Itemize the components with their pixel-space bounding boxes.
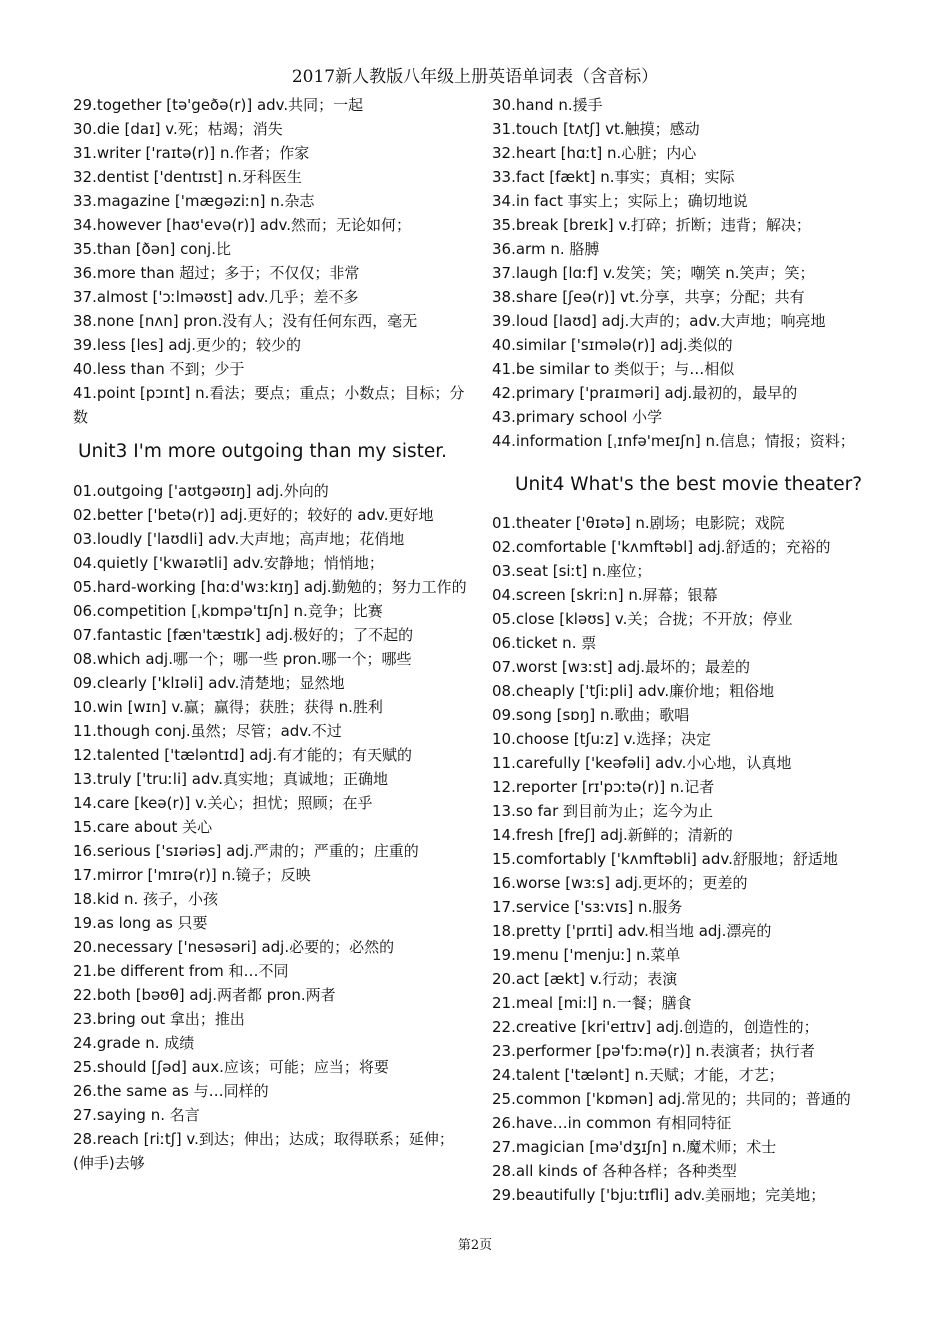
word-entry: 24.talent ['tælənt] n.天赋；才能，才艺； [492, 1066, 784, 1084]
word-entry: 39.less [les] adj.更少的；较少的 [73, 336, 301, 354]
word-entry: 18.pretty ['prɪti] adv.相当地 adj.漂亮的 [492, 922, 772, 940]
word-entry: 40.similar ['sɪmələ(r)] adj.类似的 [492, 336, 733, 354]
word-entry: 15.care about 关心 [73, 818, 213, 836]
word-entry: 27.saying n. 名言 [73, 1106, 200, 1124]
right-column [492, 93, 892, 1207]
word-entry: 04.screen [skriːn] n.屏幕；银幕 [492, 586, 718, 604]
word-entry: 35.than [ðən] conj.比 [73, 240, 231, 258]
word-entry: 19.as long as 只要 [73, 914, 208, 932]
word-entry: 06.ticket n. 票 [492, 634, 597, 652]
word-entry: 26.have…in common 有相同特征 [492, 1114, 732, 1132]
word-entry: 10.choose [tʃuːz] v.选择；决定 [492, 730, 712, 748]
word-entry: 17.service ['sɜːvɪs] n.服务 [492, 898, 683, 916]
word-entry: 01.outgoing ['aʊtgəʊɪŋ] adj.外向的 [73, 482, 329, 500]
word-entry: 13.truly ['truːli] adv.真实地；真诚地；正确地 [73, 770, 388, 788]
word-entry: 07.fantastic [fæn'tæstɪk] adj.极好的；了不起的 [73, 626, 414, 644]
word-entry: 10.win [wɪn] v.赢；赢得；获胜；获得 n.胜利 [73, 698, 383, 716]
word-entry: 35.break [breɪk] v.打碎；折断；违背；解决； [492, 216, 811, 234]
word-entry: 42.primary ['praɪməri] adj.最初的，最早的 [492, 384, 798, 402]
word-entry: 02.comfortable ['kʌmftəbl] adj.舒适的；充裕的 [492, 538, 831, 556]
left-column [73, 93, 468, 1175]
word-entry: 28.reach [riːtʃ] v.到达；伸出；达成；取得联系；延伸；(伸手)去够 [73, 1130, 454, 1172]
word-entry: 37.almost ['ɔːlməʊst] adv.几乎；差不多 [73, 288, 359, 306]
word-entry: 32.heart [hɑːt] n.心脏；内心 [492, 144, 697, 162]
word-entry: 38.share [ʃeə(r)] vt.分享，共享；分配；共有 [492, 288, 805, 306]
unit4-heading: Unit4 What's the best movie theater? [515, 474, 863, 495]
word-entry: 36.more than 超过；多于；不仅仅；非常 [73, 264, 360, 282]
word-entry: 01.theater ['θɪətə] n.剧场；电影院；戏院 [492, 514, 785, 532]
word-entry: 21.meal [miːl] n.一餐；膳食 [492, 994, 692, 1012]
word-entry: 33.magazine ['mægəziːn] n.杂志 [73, 192, 315, 210]
word-entry: 18.kid n. 孩子，小孩 [73, 890, 219, 908]
word-entry: 27.magician [mə'dʒɪʃn] n.魔术师；术士 [492, 1138, 777, 1156]
word-entry: 25.common ['kɒmən] adj.常见的；共同的；普通的 [492, 1090, 851, 1108]
word-entry: 41.point [pɔɪnt] n.看法；要点；重点；小数点；目标；分数 [73, 384, 465, 426]
word-entry: 28.all kinds of 各种各样；各种类型 [492, 1162, 737, 1180]
word-entry: 14.fresh [freʃ] adj.新鲜的；清新的 [492, 826, 733, 844]
word-entry: 43.primary school 小学 [492, 408, 663, 426]
word-entry: 16.serious ['sɪəriəs] adj.严肃的；严重的；庄重的 [73, 842, 419, 860]
word-entry: 34.however [haʊ'evə(r)] adv.然而；无论如何； [73, 216, 412, 234]
word-entry: 11.carefully ['keəfəli] adv.小心地，认真地 [492, 754, 792, 772]
word-entry: 03.loudly ['laʊdli] adv.大声地；高声地；花俏地 [73, 530, 405, 548]
word-entry: 24.grade n. 成绩 [73, 1034, 195, 1052]
page-number: 第2页 [457, 1238, 493, 1253]
word-entry: 29.beautifully ['bjuːtɪfli] adv.美丽地；完美地； [492, 1186, 826, 1204]
word-entry: 23.performer [pə'fɔːmə(r)] n.表演者；执行者 [492, 1042, 815, 1060]
word-entry: 13.so far 到目前为止；迄今为止 [492, 802, 714, 820]
word-entry: 15.comfortably ['kʌmftəbli] adv.舒服地；舒适地 [492, 850, 838, 868]
word-entry: 04.quietly ['kwaɪətli] adv.安静地；悄悄地； [73, 554, 384, 572]
word-entry: 02.better ['betə(r)] adj.更好的；较好的 adv.更好地 [73, 506, 434, 524]
word-entry: 38.none [nʌn] pron.没有人；没有任何东西，毫无 [73, 312, 418, 330]
word-entry: 23.bring out 拿出；推出 [73, 1010, 245, 1028]
word-entry: 05.hard-working [hɑːd'wɜːkɪŋ] adj.勤勉的；努力工作的 [73, 578, 467, 596]
word-entry: 44.information [ˌɪnfə'meɪʃn] n.信息；情报；资料； [492, 432, 855, 450]
word-entry: 41.be similar to 类似于；与…相似 [492, 360, 735, 378]
word-entry: 30.die [daɪ] v.死；枯竭；消失 [73, 120, 283, 138]
word-entry: 33.fact [fækt] n.事实；真相；实际 [492, 168, 735, 186]
word-entry: 17.mirror ['mɪrə(r)] n.镜子；反映 [73, 866, 311, 884]
word-entry: 32.dentist ['dentɪst] n.牙科医生 [73, 168, 302, 186]
word-entry: 29.together [tə'geðə(r)] adv.共同；一起 [73, 96, 364, 114]
word-entry: 31.touch [tʌtʃ] vt.触摸；感动 [492, 120, 700, 138]
word-entry: 40.less than 不到；少于 [73, 360, 245, 378]
word-entry: 12.reporter [rɪ'pɔːtə(r)] n.记者 [492, 778, 715, 796]
word-entry: 20.act [ækt] v.行动；表演 [492, 970, 678, 988]
word-entry: 16.worse [wɜːs] adj.更坏的；更差的 [492, 874, 748, 892]
word-entry: 08.which adj.哪一个；哪一些 pron.哪一个；哪些 [73, 650, 412, 668]
word-entry: 20.necessary ['nesəsəri] adj.必要的；必然的 [73, 938, 395, 956]
word-entry: 19.menu ['menjuː] n.菜单 [492, 946, 681, 964]
word-entry: 14.care [keə(r)] v.关心；担忧；照顾；在乎 [73, 794, 373, 812]
word-entry: 05.close [kləʊs] v.关；合拢；不开放；停业 [492, 610, 793, 628]
word-entry: 22.both [bəʊθ] adj.两者都 pron.两者 [73, 986, 336, 1004]
word-entry: 09.clearly ['klɪəli] adv.清楚地；显然地 [73, 674, 345, 692]
word-entry: 07.worst [wɜːst] adj.最坏的；最差的 [492, 658, 751, 676]
word-entry: 26.the same as 与…同样的 [73, 1082, 269, 1100]
word-entry: 12.talented ['tæləntɪd] adj.有才能的；有天赋的 [73, 746, 412, 764]
word-entry: 30.hand n.援手 [492, 96, 603, 114]
word-entry: 34.in fact 事实上；实际上；确切地说 [492, 192, 748, 210]
word-entry: 31.writer ['raɪtə(r)] n.作者；作家 [73, 144, 310, 162]
page-title: 2017新人教版八年级上册英语单词表（含音标） [291, 67, 659, 87]
word-entry: 21.be different from 和…不同 [73, 962, 289, 980]
word-entry: 37.laugh [lɑːf] v.发笑；笑；嘲笑 n.笑声；笑； [492, 264, 815, 282]
word-entry: 03.seat [siːt] n.座位； [492, 562, 652, 580]
word-entry: 11.though conj.虽然；尽管；adv.不过 [73, 722, 342, 740]
word-entry: 22.creative [kri'eɪtɪv] adj.创造的，创造性的； [492, 1018, 819, 1036]
word-entry: 39.loud [laʊd] adj.大声的；adv.大声地；响亮地 [492, 312, 826, 330]
word-entry: 08.cheaply ['tʃiːpli] adv.廉价地；粗俗地 [492, 682, 775, 700]
unit3-heading: Unit3 I'm more outgoing than my sister. [78, 441, 448, 462]
word-entry: 06.competition [ˌkɒmpə'tɪʃn] n.竞争；比赛 [73, 602, 383, 620]
word-entry: 09.song [sɒŋ] n.歌曲；歌唱 [492, 706, 690, 724]
word-entry: 25.should [ʃəd] aux.应该；可能；应当；将要 [73, 1058, 389, 1076]
word-entry: 36.arm n. 胳膊 [492, 240, 600, 258]
